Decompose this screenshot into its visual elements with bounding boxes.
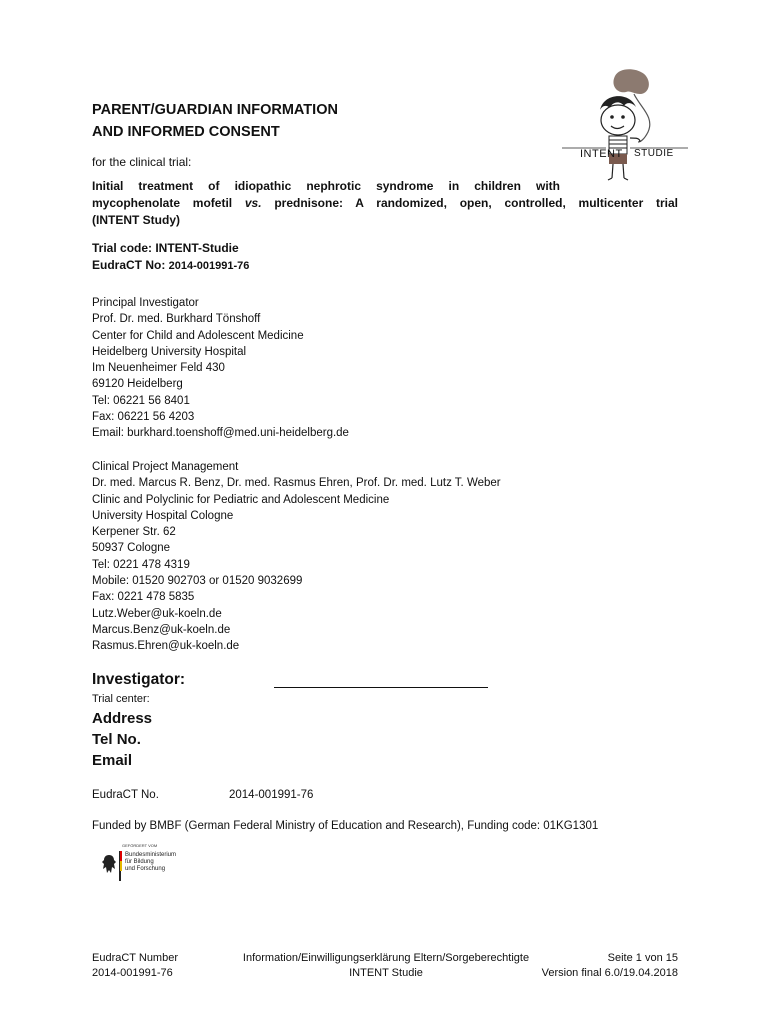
pi-line: 69120 Heidelberg [92, 378, 183, 391]
eudract-number: EudraCT No: 2014-001991-76 [92, 258, 250, 272]
bmbf-top-text: GEFÖRDERT VOM [122, 843, 158, 848]
pm-line: Fax: 0221 478 5835 [92, 591, 195, 604]
pi-line: Center for Child and Adolescent Medicine [92, 329, 304, 342]
bmbf-flag-gold [120, 861, 122, 871]
trial-center-fields [92, 708, 152, 771]
pi-line: Tel: 06221 56 8401 [92, 394, 190, 407]
for-trial-label: for the clinical trial: [92, 155, 192, 169]
study-title [92, 178, 678, 229]
investigator-signature-line [274, 687, 488, 688]
pi-email: Email: burkhard.toenshoff@med.uni-heidelberg.de [92, 427, 349, 440]
document-title [92, 99, 338, 143]
pi-line: Fax: 06221 56 4203 [92, 411, 195, 424]
eudract-row-value: 2014-001991-76 [229, 789, 314, 801]
pm-line: Clinical Project Management [92, 461, 239, 473]
tel-label: Tel No. [92, 731, 141, 748]
pm-email: Lutz.Weber@uk-koeln.de [92, 607, 222, 620]
trial-code: Trial code: INTENT-Studie [92, 241, 239, 255]
study-title-line-1: Initial treatment of idiopathic nephrotic syndrome in children with [92, 179, 560, 193]
intent-study-logo [560, 62, 690, 192]
logo-text-studie: STUDIE [634, 148, 674, 159]
pm-line: University Hospital Cologne [92, 509, 234, 522]
pm-email: Rasmus.Ehren@uk-koeln.de [92, 640, 240, 653]
study-title-line-3: (INTENT Study) [92, 213, 180, 227]
eagle-icon [100, 853, 118, 877]
pm-line: Mobile: 01520 902703 or 01520 9032699 [92, 575, 303, 588]
project-management-block [92, 459, 501, 655]
pi-line: Principal Investigator [92, 297, 199, 309]
page-number: Seite 1 von 15 [607, 952, 678, 964]
bmbf-name: Bundesministerium für Bildung und Forschung [125, 852, 177, 872]
address-label: Address [92, 710, 153, 727]
title-line-2: AND INFORMED CONSENT [92, 124, 280, 140]
pm-line: Tel: 0221 478 4319 [92, 558, 190, 571]
bmbf-logo [100, 843, 210, 893]
pi-line: Heidelberg University Hospital [92, 345, 247, 358]
email-label: Email [92, 752, 133, 769]
pm-line: Clinic and Polyclinic for Pediatric and Adolescent Medicine [92, 493, 390, 506]
pi-line: Prof. Dr. med. Burkhard Tönshoff [92, 313, 261, 326]
footer-left: EudraCT Number 2014-001991-76 [92, 952, 178, 979]
pm-line: Kerpener Str. 62 [92, 526, 176, 539]
bmbf-flag-red [120, 851, 122, 861]
study-title-line-2: mycophenolate mofetil vs. prednisone: A randomized, open, controlled, multicenter trial [92, 196, 678, 210]
footer-center: Information/Einwilligungserklärung Eltern/Sorgeberechtigte INTENT Studie [242, 952, 530, 979]
funding-statement: Funded by BMBF (German Federal Ministry of Education and Research), Funding code: 01KG1301 [92, 820, 599, 832]
kid-with-balloon-icon [560, 62, 690, 192]
pm-line: Dr. med. Marcus R. Benz, Dr. med. Rasmus Ehren, Prof. Dr. med. Lutz T. Weber [92, 477, 501, 490]
principal-investigator-block [92, 295, 349, 442]
pi-line: Im Neuenheimer Feld 430 [92, 362, 225, 375]
version-info: Version final 6.0/19.04.2018 [541, 967, 678, 979]
pm-email: Marcus.Benz@uk-koeln.de [92, 623, 231, 636]
trial-codes [92, 240, 249, 275]
investigator-label: Investigator: [92, 671, 186, 688]
footer-right [520, 951, 678, 981]
title-line-1: PARENT/GUARDIAN INFORMATION [92, 102, 338, 118]
logo-text-intent: INTENT [580, 148, 623, 160]
pm-line: 50937 Cologne [92, 542, 171, 555]
trial-center-label: Trial center: [92, 693, 150, 705]
eudract-row-label: EudraCT No. [92, 789, 159, 801]
